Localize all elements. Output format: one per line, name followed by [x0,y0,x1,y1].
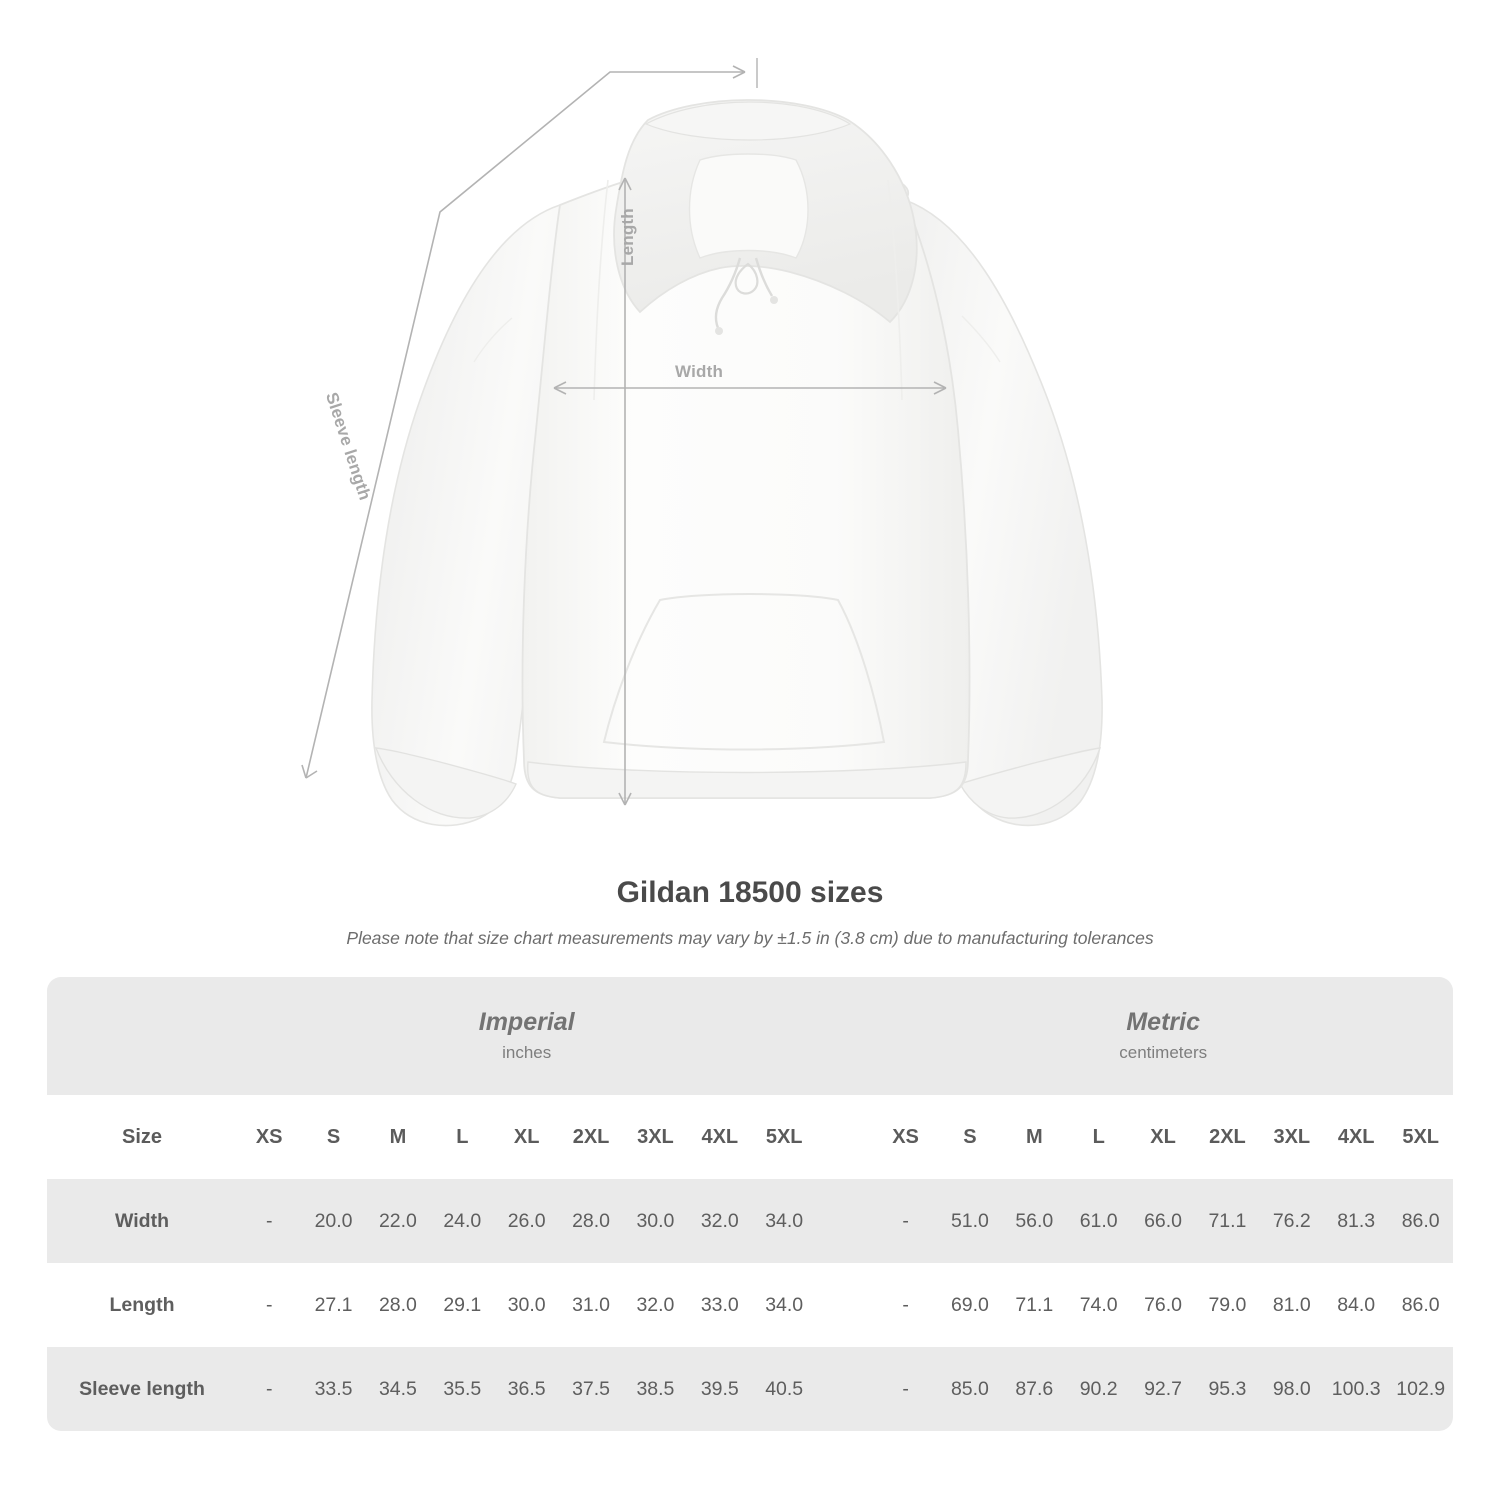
unit-row-head-spacer [47,977,237,1095]
size-table-wrapper [47,977,1453,1431]
width-metric-xl: 66.0 [1131,1179,1195,1263]
width-metric-m: 56.0 [1002,1179,1066,1263]
sleeve-imperial-2xl: 37.5 [559,1347,623,1431]
size-header-gap [816,1095,873,1179]
page-title: Gildan 18500 sizes [616,876,884,909]
length-metric-l: 74.0 [1067,1263,1131,1347]
size-header-metric-4xl: 4XL [1324,1095,1388,1179]
length-metric-xl: 76.0 [1131,1263,1195,1347]
sleeve-metric-4xl: 100.3 [1324,1347,1388,1431]
sleeve-metric-m: 87.6 [1002,1347,1066,1431]
metric-unit-header [873,977,1453,1095]
length-imperial-l: 29.1 [430,1263,494,1347]
length-dimension-label: Length [618,208,637,266]
size-header-row [47,1095,1453,1179]
width-imperial-5xl: 34.0 [752,1179,816,1263]
width-metric-4xl: 81.3 [1324,1179,1388,1263]
size-header-imperial-2xl: 2XL [559,1095,623,1179]
sleeve-imperial-4xl: 39.5 [688,1347,752,1431]
size-header-metric-5xl: 5XL [1388,1095,1453,1179]
size-header-imperial-l: L [430,1095,494,1179]
length-metric-5xl: 86.0 [1388,1263,1453,1347]
size-header-imperial-m: M [366,1095,430,1179]
imperial-unit-sub: inches [502,1042,552,1062]
table-row [47,1263,1453,1347]
sleeve-imperial-3xl: 38.5 [623,1347,687,1431]
table-row [47,1347,1453,1431]
size-row-label: Size [47,1095,237,1179]
tolerance-note: Please note that size chart measurements may vary by ±1.5 in (3.8 cm) due to manufacturing tolerances [346,928,1154,948]
width-gap [816,1179,873,1263]
width-metric-3xl: 76.2 [1260,1179,1324,1263]
unit-gap [816,977,873,1095]
size-header-imperial-xl: XL [495,1095,559,1179]
length-imperial-s: 27.1 [301,1263,365,1347]
width-imperial-m: 22.0 [366,1179,430,1263]
size-header-metric-l: L [1067,1095,1131,1179]
width-metric-l: 61.0 [1067,1179,1131,1263]
sleeve-metric-2xl: 95.3 [1195,1347,1259,1431]
sleeve-metric-3xl: 98.0 [1260,1347,1324,1431]
size-header-metric-3xl: 3XL [1260,1095,1324,1179]
length-imperial-2xl: 31.0 [559,1263,623,1347]
imperial-unit-name: Imperial [478,1008,575,1037]
length-imperial-4xl: 33.0 [688,1263,752,1347]
size-header-metric-2xl: 2XL [1195,1095,1259,1179]
imperial-unit-header [237,977,816,1095]
sleeve-gap [816,1347,873,1431]
sleeve-length-dimension-label: Sleeve length [321,390,375,503]
length-imperial-xl: 30.0 [495,1263,559,1347]
row-label-length: Length [47,1263,237,1347]
table-row [47,1179,1453,1263]
sleeve-imperial-l: 35.5 [430,1347,494,1431]
size-header-imperial-s: S [301,1095,365,1179]
sleeve-imperial-s: 33.5 [301,1347,365,1431]
width-imperial-4xl: 32.0 [688,1179,752,1263]
sleeve-metric-l: 90.2 [1067,1347,1131,1431]
length-imperial-5xl: 34.0 [752,1263,816,1347]
sleeve-metric-xl: 92.7 [1131,1347,1195,1431]
size-header-imperial-3xl: 3XL [623,1095,687,1179]
size-header-imperial-4xl: 4XL [688,1095,752,1179]
length-imperial-3xl: 32.0 [623,1263,687,1347]
sleeve-imperial-m: 34.5 [366,1347,430,1431]
unit-header-row [47,977,1453,1095]
sleeve-metric-s: 85.0 [938,1347,1002,1431]
size-header-imperial-5xl: 5XL [752,1095,816,1179]
width-imperial-xs: - [237,1179,301,1263]
size-table [47,977,1453,1431]
length-imperial-xs: - [237,1263,301,1347]
size-header-metric-m: M [1002,1095,1066,1179]
metric-unit-name: Metric [1126,1008,1200,1037]
size-header-metric-s: S [938,1095,1002,1179]
length-gap [816,1263,873,1347]
size-header-imperial-xs: XS [237,1095,301,1179]
metric-unit-sub: centimeters [1119,1042,1208,1062]
length-imperial-m: 28.0 [366,1263,430,1347]
width-imperial-xl: 26.0 [495,1179,559,1263]
sleeve-metric-5xl: 102.9 [1388,1347,1453,1431]
row-label-sleeve-length: Sleeve length [47,1347,237,1431]
width-imperial-l: 24.0 [430,1179,494,1263]
length-metric-m: 71.1 [1002,1263,1066,1347]
size-header-metric-xl: XL [1131,1095,1195,1179]
width-metric-s: 51.0 [938,1179,1002,1263]
width-dimension-label: Width [675,362,724,381]
sleeve-imperial-5xl: 40.5 [752,1347,816,1431]
length-metric-xs: - [873,1263,937,1347]
width-metric-2xl: 71.1 [1195,1179,1259,1263]
size-header-metric-xs: XS [873,1095,937,1179]
sleeve-metric-xs: - [873,1347,937,1431]
title-block [0,876,1500,949]
length-metric-3xl: 81.0 [1260,1263,1324,1347]
sleeve-imperial-xl: 36.5 [495,1347,559,1431]
row-label-width: Width [47,1179,237,1263]
sleeve-imperial-xs: - [237,1347,301,1431]
width-metric-5xl: 86.0 [1388,1179,1453,1263]
length-metric-s: 69.0 [938,1263,1002,1347]
width-imperial-s: 20.0 [301,1179,365,1263]
width-imperial-2xl: 28.0 [559,1179,623,1263]
width-imperial-3xl: 30.0 [623,1179,687,1263]
length-metric-4xl: 84.0 [1324,1263,1388,1347]
length-metric-2xl: 79.0 [1195,1263,1259,1347]
width-metric-xs: - [873,1179,937,1263]
